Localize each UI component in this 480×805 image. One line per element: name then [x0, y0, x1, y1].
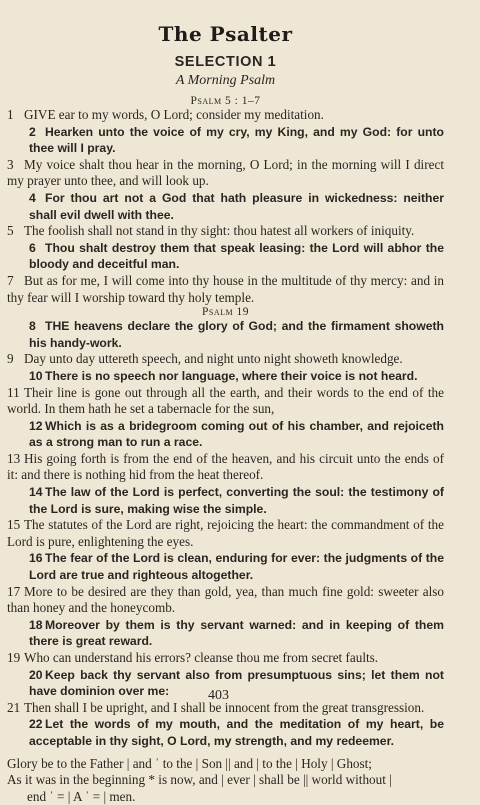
verse-text: Let the words of my mouth, and the meditation of my heart, be acceptable in thy sight, O Lord, my strength, and my redeemer.: [29, 717, 444, 748]
verse-number: 2: [29, 124, 36, 139]
verse-number: 21: [7, 699, 21, 715]
verse: [7, 617, 444, 650]
verse-number: 8: [29, 319, 36, 334]
verse-text: THE heavens declare the glory of God; and the firmament showeth his handy-work.: [29, 319, 444, 350]
verses-block-1: [7, 107, 444, 306]
verse: [7, 385, 444, 418]
verse: [7, 190, 444, 223]
verse-text: His going forth is from the end of the heaven, and his circuit unto the ends of it: and there is nothing hid from the heat thereof.: [7, 450, 444, 483]
verse-text: Moreover by them is thy servant warned: and in keeping of them there is great reward.: [29, 617, 444, 649]
selection-heading: SELECTION 1: [174, 54, 277, 70]
verse-text: The statutes of the Lord are right, rejoicing the heart: the commandment of the Lord is pure, enlightening the eyes.: [7, 517, 444, 549]
psalter-page: [7, 0, 444, 805]
gloria-patri: [7, 756, 444, 805]
verse-number: 19: [7, 650, 21, 665]
verse-text: But as for me, I will come into thy house in the multitude of thy mercy: and in thy fear will I worship toward thy holy temple.: [7, 272, 444, 305]
gloria-line: As it was in the beginning * is now, and | ever | shall be || world without |: [7, 772, 392, 788]
verse: [7, 650, 444, 667]
verse-number: 14: [29, 485, 43, 500]
verse-text: GIVE ear to my words, O Lord; consider my meditation.: [24, 107, 324, 122]
verse: [7, 517, 444, 550]
verse-number: 4: [29, 190, 36, 205]
verse-number: 20: [29, 667, 43, 682]
page-title: The Psalter: [158, 22, 293, 46]
verse-number: 16: [29, 551, 43, 566]
verse-text: Thou shalt destroy them that speak leasing: the Lord will abhor the bloody and deceitful man.: [29, 240, 444, 272]
verse: [7, 107, 444, 124]
verse-text: Keep back thy servant also from presumptuous sins; let them not have dominion over me:: [29, 667, 444, 699]
verse-number: 22: [29, 717, 43, 732]
verses-block-2: [7, 318, 444, 749]
verse: [7, 368, 444, 385]
verse-number: 10: [29, 368, 43, 383]
verse-text: The law of the Lord is perfect, converting the soul: the testimony of the Lord is sure, making wise the simple.: [29, 485, 444, 516]
page-number: 403: [208, 688, 229, 703]
verse-number: 6: [29, 240, 36, 255]
verse-number: 7: [7, 272, 14, 288]
verse: [7, 584, 444, 617]
verse-number: 11: [7, 384, 20, 400]
verse-number: 9: [7, 351, 14, 367]
verse-text: My voice shalt thou hear in the morning, O Lord; in the morning will I direct my prayer unto thee, and will look up.: [7, 156, 444, 189]
verse-text: For thou art not a God that hath pleasure in wickedness: neither shall evil dwell with thee.: [29, 190, 444, 222]
verse-text: Their line is gone out through all the earth, and their words to the end of the world. In them hath he set a tabernacle for the sun,: [7, 384, 444, 417]
verse-number: 13: [7, 450, 21, 466]
verse: [7, 240, 444, 273]
gloria-line: Glory be to the Father | and ˈ to the | Son || and | to the | Holy | Ghost;: [7, 755, 372, 771]
verse: [7, 418, 444, 451]
verse-number: 5: [7, 223, 14, 239]
verse: [7, 157, 444, 190]
verse: [7, 716, 444, 749]
psalm-reference: Psalm 5 : 1–7: [190, 95, 261, 107]
verse: [7, 451, 444, 484]
verse-text: Day unto day uttereth speech, and night unto night showeth knowledge.: [24, 351, 403, 367]
verse-text: More to be desired are they than gold, yea, than much fine gold: sweeter also than honey and the honeycomb.: [7, 583, 444, 616]
verse-text: Then shall I be upright, and I shall be innocent from the great transgression.: [24, 699, 425, 715]
verse-text: Hearken unto the voice of my cry, my King, and my God: for unto thee will I pray.: [29, 124, 444, 156]
verse-number: 18: [29, 617, 43, 632]
verse-number: 1: [7, 107, 14, 122]
verse: [7, 351, 444, 368]
verse-number: 15: [7, 517, 21, 533]
verse-text: The fear of the Lord is clean, enduring for ever: the judgments of the Lord are true and righteous altogether.: [29, 551, 444, 583]
verse-number: 17: [7, 583, 21, 599]
verse: [7, 318, 444, 351]
verse-number: 12: [29, 418, 43, 433]
verse: [7, 223, 444, 240]
verse: [7, 124, 444, 157]
gloria-line: end ˈ = | A ˈ = | men.: [27, 788, 136, 804]
verse: [7, 550, 444, 583]
verse: [7, 273, 444, 306]
psalm-reference: Psalm 19: [202, 306, 249, 319]
verse-text: There is no speech nor language, where their voice is not heard.: [45, 368, 418, 383]
verse-text: The foolish shall not stand in thy sight: thou hatest all workers of iniquity.: [24, 223, 415, 239]
verse-text: Which is as a bridegroom coming out of his chamber, and rejoiceth as a strong man to run a race.: [29, 418, 444, 450]
verse: [7, 484, 444, 517]
verse-number: 3: [7, 156, 14, 172]
verse-text: Who can understand his errors? cleanse thou me from secret faults.: [24, 650, 379, 665]
selection-subtitle: A Morning Psalm: [175, 73, 276, 88]
